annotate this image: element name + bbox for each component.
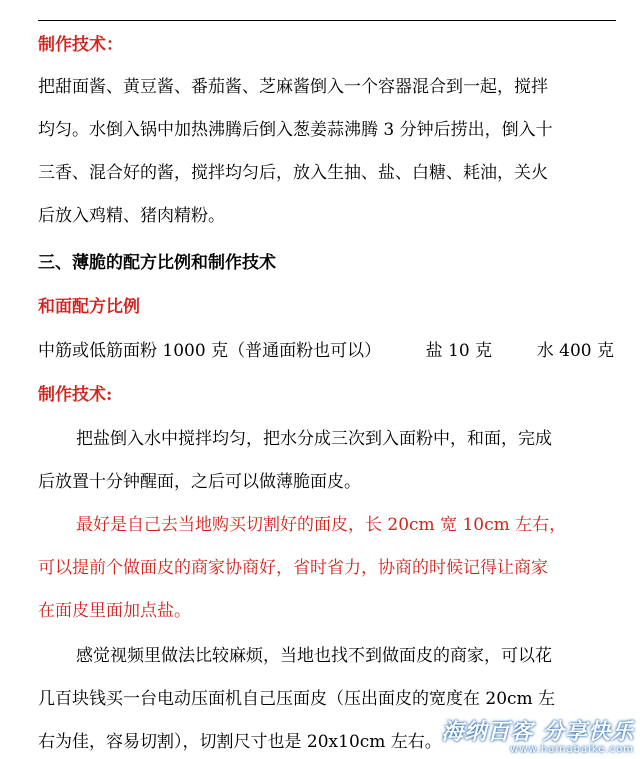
highlight-line: 可以提前个做面皮的商家协商好，省时省力，协商的时候记得让商家	[38, 558, 548, 578]
heading-production-technique: 制作技术：	[38, 35, 123, 55]
recipe-line	[38, 340, 614, 362]
heading-recipe-ratio: 和面配方比例	[38, 297, 140, 317]
paragraph-line: 后放入鸡精、猪肉精粉。	[38, 206, 225, 226]
top-rule	[38, 20, 616, 21]
heading-production-technique-2: 制作技术:	[38, 385, 113, 405]
paragraph-line: 右为佳，容易切割），切割尺寸也是 20x10cm 左右。	[38, 732, 442, 752]
highlight-line: 在面皮里面加点盐。	[38, 601, 191, 621]
section-title: 三、薄脆的配方比例和制作技术	[38, 253, 276, 273]
paragraph-line: 感觉视频里做法比较麻烦，当地也找不到做面皮的商家，可以花	[76, 646, 552, 666]
recipe-flour: 中筋或低筋面粉 1000 克（普通面粉也可以）	[38, 341, 382, 361]
watermark-text: 海纳百客 分享快乐	[441, 720, 634, 745]
paragraph-line: 后放置十分钟醒面，之后可以做薄脆面皮。	[38, 472, 361, 492]
highlight-line: 最好是自己去当地购买切割好的面皮，长 20cm 宽 10cm 左右，	[76, 515, 567, 535]
recipe-water: 水 400 克	[536, 341, 614, 361]
paragraph-line: 把甜面酱、黄豆酱、番茄酱、芝麻酱倒入一个容器混合到一起，搅拌	[38, 77, 548, 97]
paragraph-line: 均匀。水倒入锅中加热沸腾后倒入葱姜蒜沸腾 3 分钟后捞出，倒入十	[38, 120, 553, 140]
paragraph-line: 几百块钱买一台电动压面机自己压面皮（压出面皮的宽度在 20cm 左	[38, 689, 556, 709]
recipe-salt: 盐 10 克	[425, 341, 493, 361]
paragraph-line: 把盐倒入水中搅拌均匀，把水分成三次到入面粉中，和面，完成	[76, 429, 552, 449]
watermark-url: www.hainabaike.com	[510, 744, 634, 755]
watermark-logo	[441, 715, 634, 755]
paragraph-line: 三香、混合好的酱，搅拌均匀后，放入生抽、盐、白糖、耗油，关火	[38, 163, 548, 183]
